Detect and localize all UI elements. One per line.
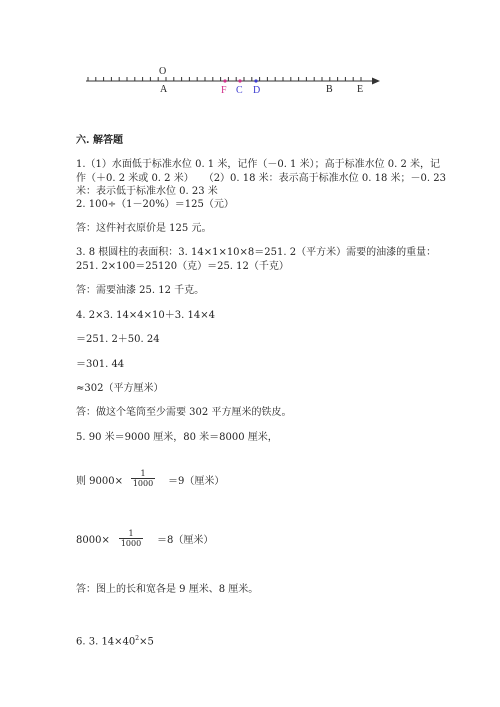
answer-4-line-3: ＝301. 44 — [76, 359, 125, 370]
fraction-denominator: 1000 — [132, 479, 154, 488]
answer-4-line-1: 4. 2×3. 14×4×10＋3. 14×4 — [76, 310, 215, 321]
fraction-1-1000 — [119, 529, 143, 548]
answer-4-statement: 答：做这个笔筒至少需要 302 平方厘米的铁皮。 — [76, 407, 292, 418]
answer-5-eq-2-result: ＝8（厘米） — [157, 535, 214, 546]
answer-4-line-4: ≈302（平方厘米） — [76, 383, 164, 394]
point-c-label: C — [236, 85, 243, 96]
point-a-label: A — [160, 84, 168, 95]
answer-6-suffix: ×5 — [139, 636, 154, 648]
answer-5-statement: 答：图上的长和宽各是 9 厘米、8 厘米。 — [76, 584, 259, 595]
answer-2-statement: 答：这件衬衣原价是 125 元。 — [76, 223, 212, 234]
fraction-numerator: 1 — [140, 469, 146, 478]
answer-6-exponent: 2 — [135, 635, 140, 642]
answer-6-prefix: 6. 3. 14×40 — [76, 636, 136, 648]
point-d — [254, 79, 257, 82]
point-f — [223, 79, 226, 82]
answer-4-line-2: ＝251. 2＋50. 24 — [76, 334, 160, 345]
answer-3-statement: 答：需要油漆 25. 12 千克。 — [76, 285, 205, 296]
answer-1-line-1: 1.（1）水面低于标准水位 0. 1 米，记作（－0. 1 米）；高于标准水位 0. 2 米，记 — [76, 159, 441, 170]
point-c — [238, 79, 241, 82]
point-d-label: D — [253, 85, 261, 96]
fraction-denominator: 1000 — [120, 539, 142, 548]
answer-5-eq-2-prefix: 8000× — [76, 535, 110, 546]
origin-label: O — [159, 66, 167, 77]
point-f-label: F — [221, 85, 227, 96]
answer-5-eq-1-prefix: 则 9000× — [76, 476, 124, 487]
answer-6-line-1 — [76, 632, 154, 648]
answer-5-eq-1-result: ＝9（厘米） — [168, 476, 225, 487]
answer-3-line-1: 3. 8 根圆柱的表面积：3. 14×1×10×8＝251. 2（平方米）需要的油漆的重量： — [76, 247, 437, 258]
answer-1-line-2: 作（＋0. 2 米或 0. 2 米） （2）0. 18 米：表示高于标准水位 0. 18 米；－0. 23 — [76, 173, 446, 184]
number-line-axis — [0, 60, 500, 100]
fraction-1-1000 — [131, 469, 155, 488]
section-title: 六. 解答题 — [76, 135, 123, 146]
fraction-numerator: 1 — [128, 529, 134, 538]
answer-3-line-2: 251. 2×100＝25120（克）＝25. 12（千克） — [76, 261, 289, 272]
answer-5-line-1: 5. 90 米＝9000 厘米，80 米＝8000 厘米， — [76, 432, 278, 443]
answer-1-line-3: 米：表示低于标准水位 0. 23 米 — [76, 186, 218, 197]
point-b-label: B — [326, 84, 333, 95]
answer-2-formula: 2. 100÷（1－20%）＝125（元） — [76, 199, 234, 210]
point-e-label: E — [357, 84, 364, 95]
